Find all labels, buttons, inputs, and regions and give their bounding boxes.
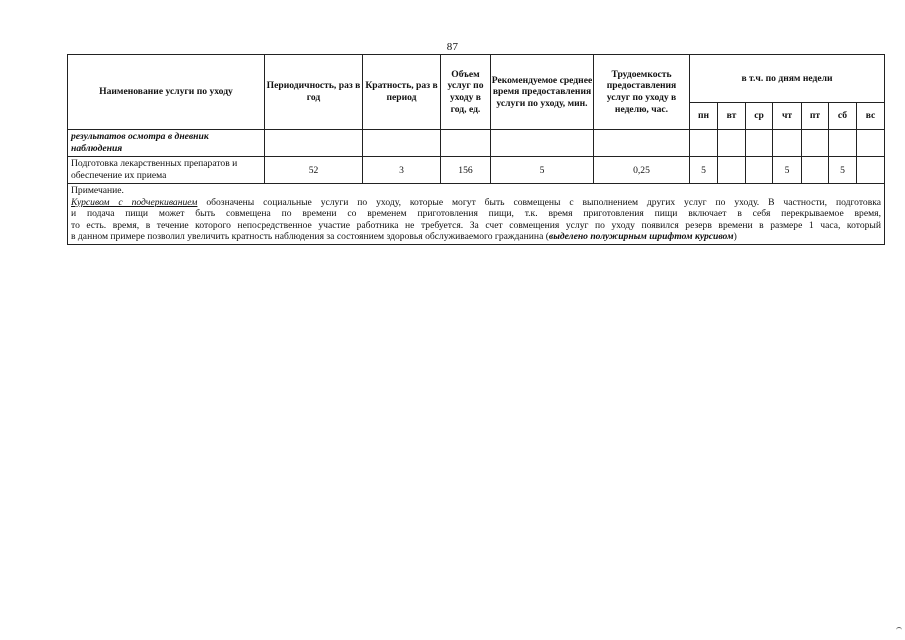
header-volume: Объем услуг по уходу в год, ед. <box>441 55 491 130</box>
labor-value <box>594 130 690 157</box>
multiplicity-value: 3 <box>363 157 441 184</box>
day-wed-value <box>746 157 773 184</box>
day-sun-value <box>857 157 885 184</box>
note-line-1-text: обозначены социальные услуги по уходу, которые могут быть совмещены с выполнением других услуг по уходу. В частности, подготовка <box>197 196 882 208</box>
note-row <box>68 184 885 245</box>
scan-edge-mark <box>896 627 902 632</box>
note-line-4-start: в данном примере позволил увеличить кратность наблюдения за состоянием здоровья обслуживаемого гражданина ( <box>71 231 549 243</box>
time-value: 5 <box>491 157 594 184</box>
day-tue-value <box>718 157 746 184</box>
header-time: Рекомендуемое среднее время предоставления услуги по уходу, мин. <box>491 55 594 130</box>
day-mon-value <box>690 130 718 157</box>
day-sun-value <box>857 130 885 157</box>
labor-value: 0,25 <box>594 157 690 184</box>
header-day-thu: чт <box>773 103 802 130</box>
day-thu-value: 5 <box>773 157 802 184</box>
volume-value: 156 <box>441 157 491 184</box>
header-days-group: в т.ч. по дням недели <box>690 55 885 103</box>
header-day-fri: пт <box>802 103 829 130</box>
volume-value <box>441 130 491 157</box>
header-day-sat: сб <box>829 103 857 130</box>
note-line-2: и подача пищи может быть совмещена по времени со временем приготовления пищи, т.к. время приготовления пищи включает в себя перекрываемое время, <box>71 208 881 220</box>
multiplicity-value <box>363 130 441 157</box>
header-day-sun: вс <box>857 103 885 130</box>
day-tue-value <box>718 130 746 157</box>
note-line-4 <box>71 231 881 243</box>
note-line-4-end: ) <box>733 231 737 243</box>
day-fri-value <box>802 130 829 157</box>
note-bold-italic: выделено полужирным шрифтом курсивом <box>548 231 734 243</box>
periodicity-value: 52 <box>265 157 363 184</box>
service-name: результатов осмотра в дневник наблюдения <box>68 130 265 157</box>
header-day-mon: пн <box>690 103 718 130</box>
day-mon-value: 5 <box>690 157 718 184</box>
page-number: 87 <box>446 41 459 53</box>
day-thu-value <box>773 130 802 157</box>
periodicity-value <box>265 130 363 157</box>
note-title: Примечание. <box>71 185 124 196</box>
header-day-tue: вт <box>718 103 746 130</box>
day-wed-value <box>746 130 773 157</box>
table-row <box>68 157 885 184</box>
header-service: Наименование услуги по уходу <box>68 55 265 130</box>
header-day-wed: ср <box>746 103 773 130</box>
header-labor: Трудоемкость предоставления услуг по уходу в неделю, час. <box>594 55 690 130</box>
header-multiplicity: Кратность, раз в период <box>363 55 441 130</box>
table-row <box>68 130 885 157</box>
header-row-top <box>68 55 885 103</box>
time-value <box>491 130 594 157</box>
note-cell <box>68 184 885 245</box>
note-line-3: то есть. время, в течение которого непосредственное участие работника не требуется. За счет совмещения услуг по уходу появился резерв времени в размере 1 часа, который <box>71 219 881 231</box>
header-periodicity: Периодичность, раз в год <box>265 55 363 130</box>
day-sat-value <box>829 130 857 157</box>
day-fri-value <box>802 157 829 184</box>
day-sat-value: 5 <box>829 157 857 184</box>
note-line-1 <box>71 197 881 209</box>
service-name: Подготовка лекарственных препаратов и обеспечение их приема <box>68 157 265 184</box>
note-underlined-lead: Курсивом с подчеркиванием <box>71 196 198 208</box>
care-services-table <box>67 54 885 245</box>
